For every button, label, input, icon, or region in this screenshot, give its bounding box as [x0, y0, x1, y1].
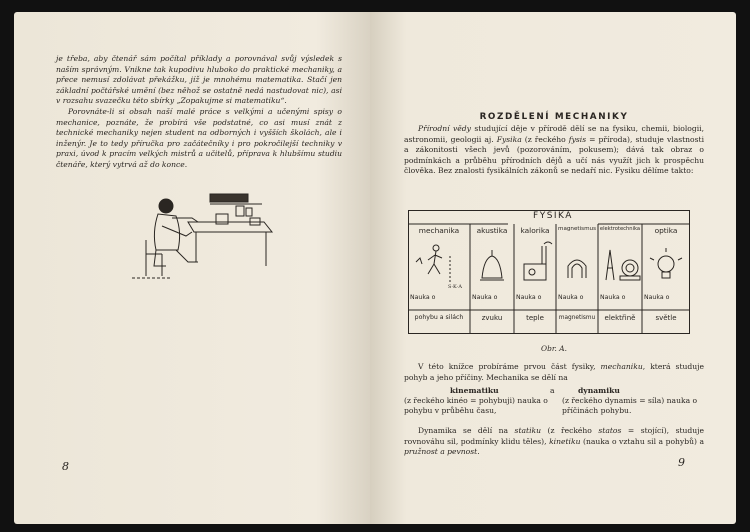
answer-magnetismus: magnetismu	[558, 315, 596, 321]
intro-text-2: (z řeckého	[521, 134, 569, 144]
answer-optika: světle	[655, 314, 677, 322]
para3-text-4: (nauka o vztahu sil a pohybů) a	[580, 436, 704, 446]
para3-pruznost: pružnost a pevnost	[404, 447, 478, 457]
nauka-label: Nauka o	[600, 294, 626, 301]
column-label-akustika: akustika	[476, 226, 508, 235]
svg-text:S·K·A: S·K·A	[448, 284, 462, 290]
section-title: ROZDĚLENÍ MECHANIKY	[479, 112, 629, 122]
left-paragraph-1: je třeba, aby čtenář sám počítal příklady a porovnával svůj výsledek s naším správným. Vnikne tak kupodivu hluboko do praktické mechaniky, a přece nemusí zdolávat překážku, jíž je mnohému matematika. Stačí jen základní počtářské umění (bez něhož se ostatně nedá nastudovat nic), asi v rozsahu svazečku této sbírky „Zopakujme si matematiku“.	[56, 54, 342, 106]
page-number: 8	[62, 460, 69, 473]
dynamika-column	[562, 386, 707, 417]
intro-fysis: fysis	[568, 134, 587, 144]
left-page	[14, 12, 370, 524]
left-page-text	[56, 54, 342, 171]
para2-text-1: V této knížce probíráme prvou část fysiky,	[418, 362, 601, 371]
para2-mechaniku: mechaniku	[600, 362, 643, 371]
kinematika-column	[404, 386, 549, 417]
figure-heading: FYSIKA	[533, 211, 573, 221]
page-number: 9	[678, 456, 685, 469]
intro-text-1: studující děje v přírodě dělí se na fysiku, chemii, biologii, astronomii, geologii aj.	[404, 124, 705, 144]
and-word: a	[550, 386, 555, 395]
nauka-label: Nauka o	[410, 294, 436, 301]
column-label-optika: optika	[654, 226, 678, 235]
para3-statos: statos	[598, 426, 622, 435]
nauka-label: Nauka o	[644, 294, 670, 301]
mechanics-split	[404, 386, 704, 430]
student-at-desk-illustration	[132, 192, 282, 282]
figure-icons	[408, 238, 690, 294]
nauka-label: Nauka o	[516, 294, 542, 301]
intro-lead: Přírodní vědy	[418, 124, 471, 133]
dynamics-paragraph	[404, 426, 704, 458]
para3-text-2: (z řeckého	[541, 426, 599, 435]
para2-text-2: , která studuje pohyb a jeho příčiny. Mechanika se dělí na	[404, 362, 704, 382]
figure-caption: Obr. A.	[541, 344, 567, 353]
dynamika-text: (z řeckého dynamis = síla) nauka o příčinách pohybu.	[562, 396, 698, 416]
answer-mechanika: pohybu a silách	[414, 314, 464, 321]
mechanics-paragraph	[404, 362, 704, 383]
lamp-icon	[650, 248, 682, 278]
walking-figure-icon	[416, 245, 462, 290]
column-label-kalorika: kalorika	[520, 226, 550, 235]
para3-text-5: .	[477, 447, 480, 457]
answer-elektrotechnika: elektřině	[604, 314, 636, 322]
left-paragraph-2: Porovnáte-li si obsah naší malé práce s velkými a učenými spisy o mechanice, poznáte, že probírá vše podstatné, co asi musí znát z technické mechaniky nejen student na odborných i vyšších školách, ale i inženýr. Je to tedy příručka pro začátečníky i pro pokročilejší techniky v praxi, úvod k pracím velkých mistrů a učitelů, příprava k hlubšímu studiu čtenáře, který vytrvá až do konce.	[56, 106, 342, 169]
kinematika-text: (z řeckého kinéo = pohybuji) nauka o pohybu v průběhu času,	[404, 396, 548, 416]
bell-icon	[480, 250, 504, 280]
intro-text-3: = příroda), studuje vlastnosti a zákonitosti všech jevů (pozorováním, pokusem); dává tak obraz o podmínkách a průběhu přírodních dějů a učí nás využít jich k prospěchu člověka. Bez znalosti fysikálních zákonů se nedaří nic. Fysiku dělíme takto:	[404, 134, 705, 176]
physics-division-figure	[408, 210, 690, 334]
para3-text-1: Dynamika se dělí na	[418, 426, 515, 435]
magnet-icon	[568, 260, 586, 278]
intro-paragraph	[404, 124, 704, 177]
para3-kinetika: kinetiku	[549, 436, 581, 446]
electric-tower-icon	[606, 250, 640, 280]
nauka-label: Nauka o	[558, 294, 584, 301]
dynamika-heading: dynamiku	[578, 386, 620, 395]
kinematika-heading: kinematiku	[450, 386, 499, 395]
right-page	[370, 12, 736, 524]
nauka-label: Nauka o	[472, 294, 498, 301]
para3-text-3: = stojící), studuje rovnováhu sil, podmínky klidu těles),	[404, 426, 705, 446]
para3-statika: statiku	[514, 426, 541, 435]
column-label-mechanika: mechanika	[418, 226, 460, 235]
column-label-elektrotechnika: elektrotechnika	[599, 226, 641, 232]
factory-icon	[524, 242, 552, 280]
column-label-magnetismus: magnetismus	[558, 226, 596, 232]
intro-fysika: Fysika	[496, 134, 522, 144]
answer-akustika: zvuku	[481, 314, 503, 322]
answer-kalorika: teple	[526, 314, 544, 322]
